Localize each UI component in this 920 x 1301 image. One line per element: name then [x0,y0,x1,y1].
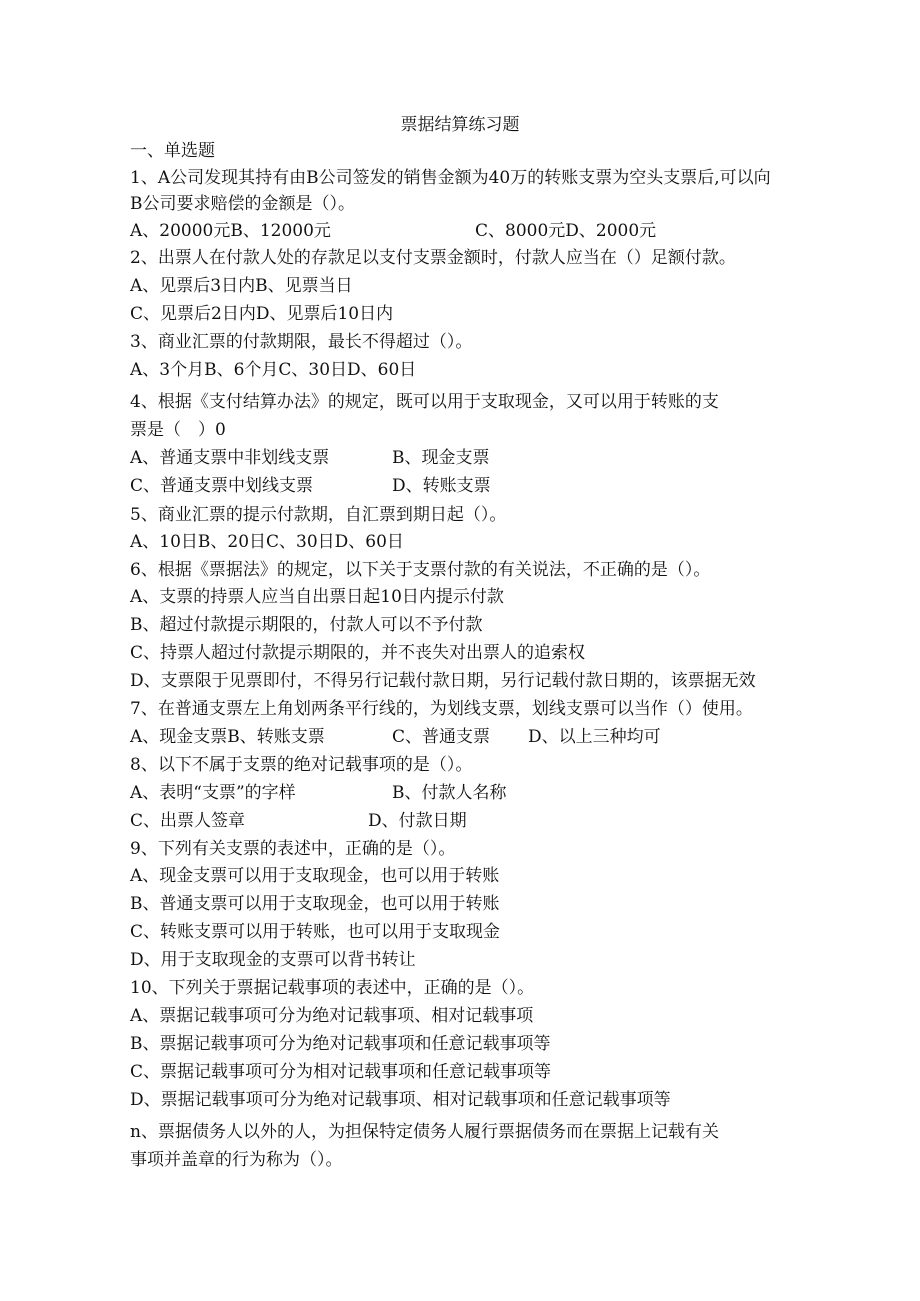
question-9-stem: 9、下列有关支票的表述中，正确的是（）。 [130,839,456,859]
question-4-option-d: D、转账支票 [392,476,491,496]
question-6-stem: 6、根据《票据法》的规定，以下关于支票付款的有关说法，不正确的是（）。 [130,560,711,580]
question-6-option-d: D、支票限于见票即付，不得另行记载付款日期，另行记载付款日期的，该票据无效 [130,671,756,691]
question-10-option-d: D、票据记载事项可分为绝对记载事项、相对记载事项和任意记载事项等 [130,1090,671,1110]
question-10-option-a: A、票据记载事项可分为绝对记载事项、相对记载事项 [130,1006,534,1026]
question-3-stem: 3、商业汇票的付款期限，最长不得超过（）。 [130,332,473,352]
question-6-option-c: C、持票人超过付款提示期限的，并不丧失对出票人的追索权 [130,643,586,663]
question-6-option-a: A、支票的持票人应当自出票日起10日内提示付款 [130,587,504,607]
question-5-options: A、10日B、20日C、30日D、60日 [130,532,404,552]
document-title: 票据结算练习题 [400,115,520,135]
question-9-option-b: B、普通支票可以用于支取现金，也可以用于转账 [130,894,500,914]
question-8-stem: 8、以下不属于支票的绝对记载事项的是（）。 [130,755,473,775]
question-9-option-c: C、转账支票可以用于转账，也可以用于支取现金 [130,922,501,942]
question-1-stem-line-2: B公司要求赔偿的金额是（）。 [130,194,355,214]
question-8-option-c: C、出票人签章 [130,811,246,831]
question-10-option-c: C、票据记载事项可分为相对记载事项和任意记载事项等 [130,1062,552,1082]
question-9-option-a: A、现金支票可以用于支取现金，也可以用于转账 [130,866,500,886]
question-4-option-a: A、普通支票中非划线支票 [130,448,330,468]
question-1-stem-line-1: 1、A公司发现其持有由B公司签发的销售金额为40万的转账支票为空头支票后,可以向 [130,168,771,188]
question-2-options-ab: A、见票后3日内B、见票当日 [130,276,353,296]
question-8-option-a: A、表明“支票”的字样 [130,783,296,803]
question-8-option-b: B、付款人名称 [392,783,507,803]
question-3-options: A、3个月B、6个月C、30日D、60日 [130,360,417,380]
question-10-stem: 10、下列关于票据记载事项的表述中，正确的是（）。 [130,978,535,998]
question-1-options-cd: C、8000元D、2000元 [475,221,657,241]
question-4-option-c: C、普通支票中划线支票 [130,476,314,496]
question-11-stem-line-1: n、票据债务人以外的人，为担保特定债务人履行票据债务而在票据上记载有关 [130,1122,719,1142]
question-4-stem-line-2: 票是（ ）0 [130,420,226,440]
question-7-option-c: C、普通支票 [392,727,491,747]
question-9-option-d: D、用于支取现金的支票可以背书转让 [130,950,416,970]
question-7-options-ab: A、现金支票B、转账支票 [130,727,325,747]
question-4-option-b: B、现金支票 [392,448,490,468]
question-11-stem-line-2: 事项并盖章的行为称为（）。 [130,1150,343,1170]
question-10-option-b: B、票据记载事项可分为绝对记载事项和任意记载事项等 [130,1034,551,1054]
question-8-option-d: D、付款日期 [368,811,467,831]
question-2-stem: 2、出票人在付款人处的存款足以支付支票金额时，付款人应当在（）足额付款。 [130,248,736,268]
question-6-option-b: B、超过付款提示期限的，付款人可以不予付款 [130,615,483,635]
question-1-options-ab: A、20000元B、12000元 [130,221,331,241]
question-7-option-d: D、以上三种均可 [528,727,661,747]
question-2-options-cd: C、见票后2日内D、见票后10日内 [130,304,394,324]
question-5-stem: 5、商业汇票的提示付款期，自汇票到期日起（）。 [130,505,507,525]
question-4-stem-line-1: 4、根据《支付结算办法》的规定，既可以用于支取现金，又可以用于转账的支 [130,392,719,412]
question-7-stem: 7、在普通支票左上角划两条平行线的，为划线支票，划线支票可以当作（）使用。 [130,699,753,719]
section-heading: 一、单选题 [130,141,215,161]
